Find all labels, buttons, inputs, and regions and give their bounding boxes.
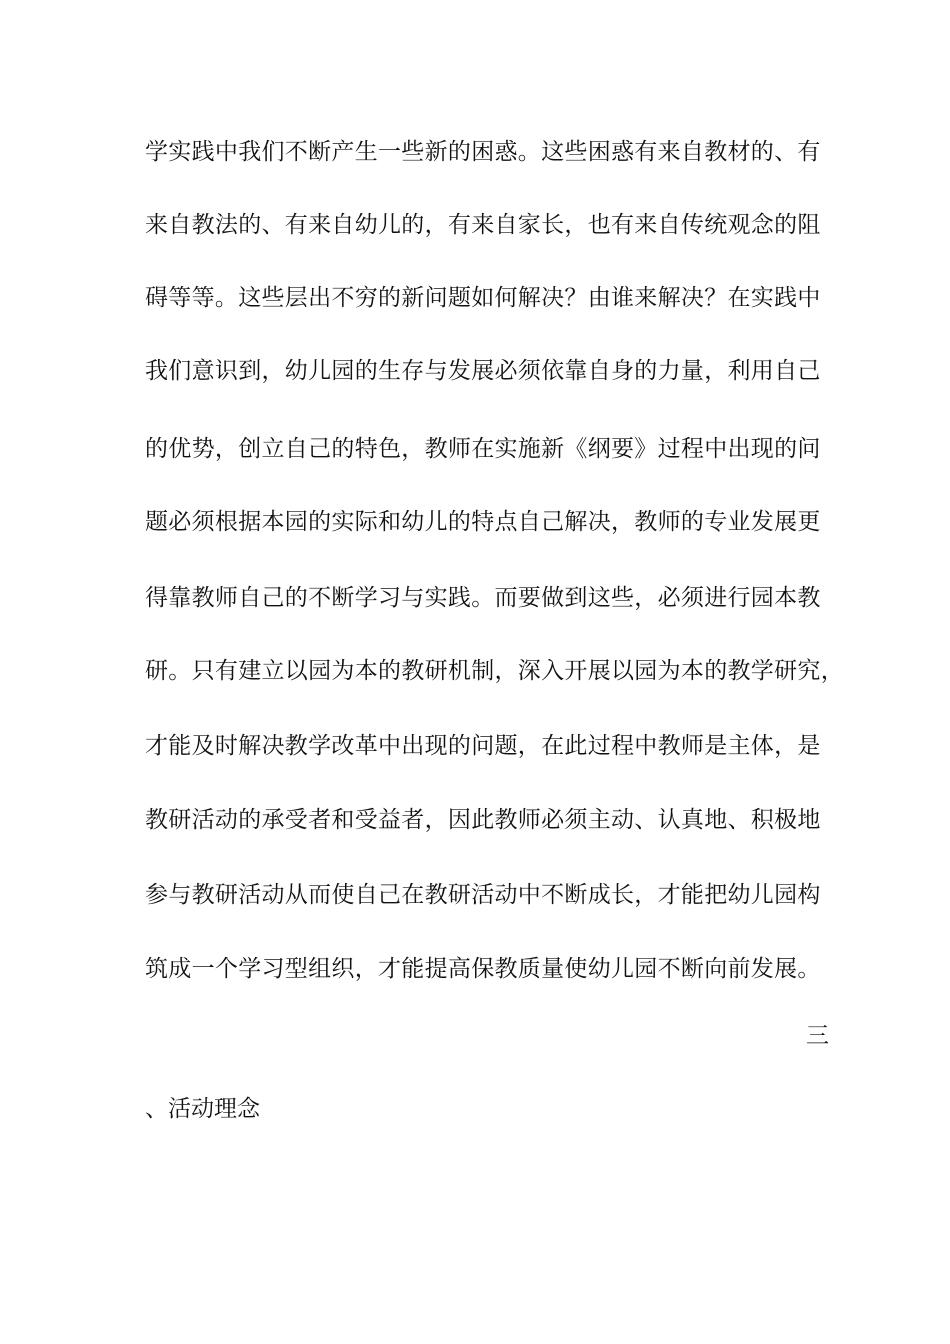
paragraph-line: 来自教法的、有来自幼儿的，有来自家长，也有来自传统观念的阻 [145, 212, 821, 238]
paragraph-line: 才能及时解决教学改革中出现的问题，在此过程中教师是主体，是 [145, 733, 821, 759]
paragraph-line: 的优势，创立自己的特色，教师在实施新《纲要》过程中出现的问 [145, 436, 821, 462]
paragraph-line: 筑成一个学习型组织，才能提高保教质量使幼儿园不断向前发展。 [145, 956, 821, 982]
paragraph-line: 教研活动的承受者和受益者，因此教师必须主动、认真地、积极地 [145, 807, 821, 833]
paragraph-line: 题必须根据本园的实际和幼儿的特点自己解决，教师的专业发展更 [145, 509, 821, 535]
section-number: 三 [806, 1023, 829, 1049]
section-title: 、活动理念 [145, 1096, 260, 1122]
paragraph-line: 学实践中我们不断产生一些新的困惑。这些困惑有来自教材的、有 [145, 139, 821, 165]
paragraph-line: 研。只有建立以园为本的教研机制，深入开展以园为本的教学研究， [145, 658, 844, 684]
paragraph-line: 参与教研活动从而使自己在教研活动中不断成长，才能把幼儿园构 [145, 882, 821, 908]
paragraph-line: 我们意识到，幼儿园的生存与发展必须依靠自身的力量，利用自己 [145, 358, 821, 384]
paragraph-line: 得靠教师自己的不断学习与实践。而要做到这些，必须进行园本教 [145, 585, 821, 611]
paragraph-line: 碍等等。这些层出不穷的新问题如何解决？由谁来解决？在实践中 [145, 285, 821, 311]
